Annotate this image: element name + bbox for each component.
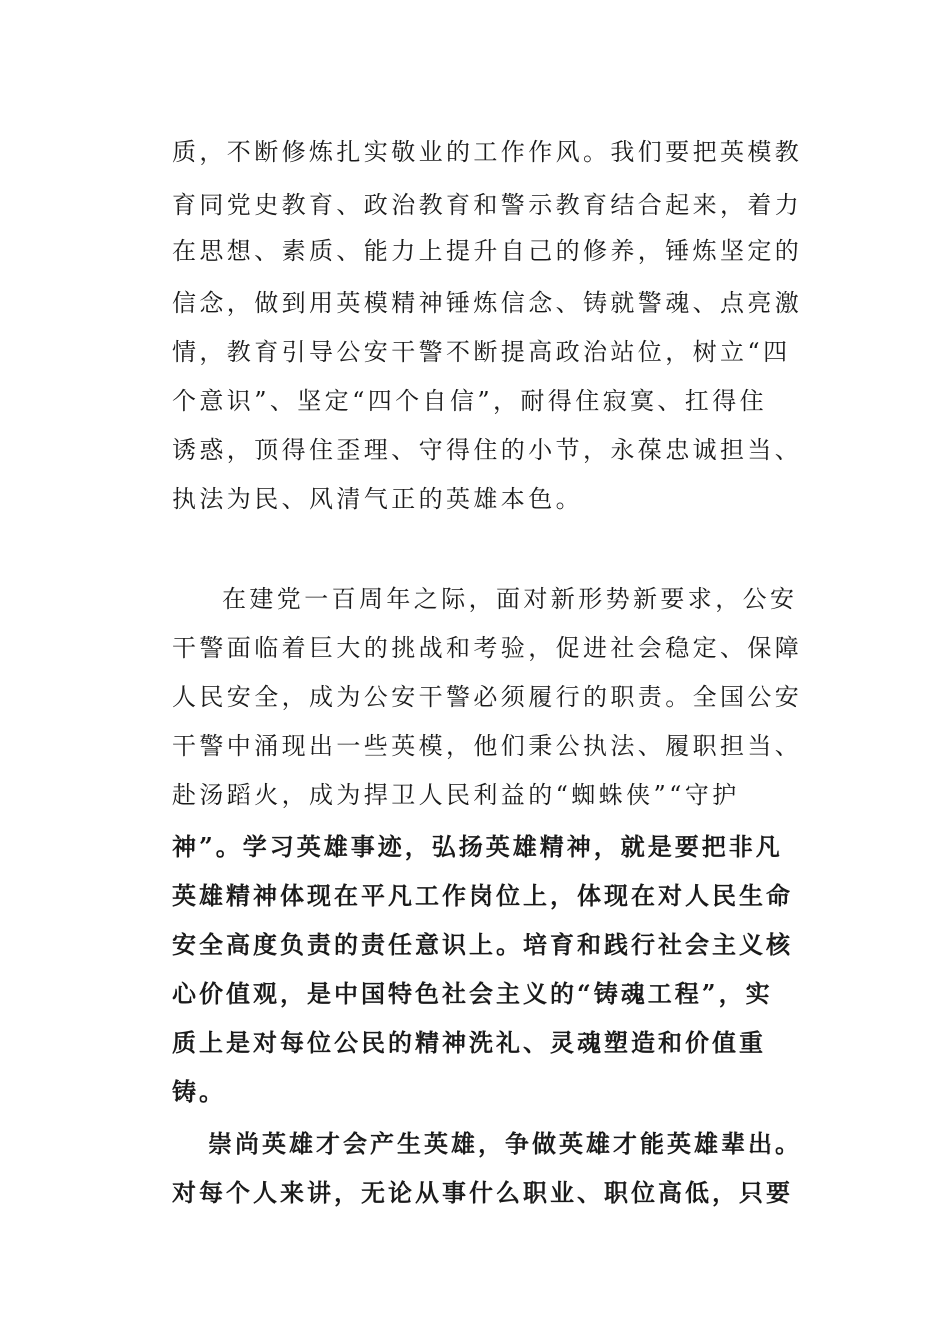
text-line: 在建党一百周年之际，面对新形势新要求，公安 [222,585,798,613]
text-line: 英雄精神体现在平凡工作岗位上，体现在对人民生命 [172,881,793,910]
text-line: 干警中涌现出一些英模，他们秉公执法、履职担当、 [172,732,803,760]
text-line: 情，教育引导公安干警不断提高政治站位，树立“四 [172,338,791,366]
text-line: 心价值观，是中国特色社会主义的“铸魂工程”，实 [172,979,773,1008]
text-line: 崇尚英雄才会产生英雄，争做英雄才能英雄辈出。 [208,1129,802,1158]
text-line: 赴汤蹈火，成为捍卫人民利益的“蜘蛛侠”“守护 [172,781,740,809]
text-line: 质，不断修炼扎实敬业的工作作风。我们要把英模教 [172,138,803,166]
text-line: 诱惑，顶得住歪理、守得住的小节，永葆忠诚担当、 [172,436,803,464]
text-line: 神”。学习英雄事迹，弘扬英雄精神，就是要把非凡 [172,832,783,861]
text-line: 对每个人来讲，无论从事什么职业、职位高低，只要 [172,1178,793,1207]
text-line: 质上是对每位公民的精神洗礼、灵魂塑造和价值重 [172,1028,766,1057]
text-line: 在思想、素质、能力上提升自己的修养，锤炼坚定的 [172,237,803,265]
text-line: 人民安全，成为公安干警必须履行的职责。全国公安 [172,683,803,711]
text-line: 安全高度负责的责任意识上。培育和践行社会主义核 [172,930,793,959]
text-line: 个意识”、坚定“四个自信”，耐得住寂寞、扛得住 [172,387,768,415]
text-line: 铸。 [172,1077,226,1106]
text-line: 育同党史教育、政治教育和警示教育结合起来，着力 [172,191,803,219]
text-line: 执法为民、风清气正的英雄本色。 [172,485,583,513]
text-line: 干警面临着巨大的挑战和考验，促进社会稳定、保障 [172,634,803,662]
text-line: 信念，做到用英模精神锤炼信念、铸就警魂、点亮激 [172,289,803,317]
